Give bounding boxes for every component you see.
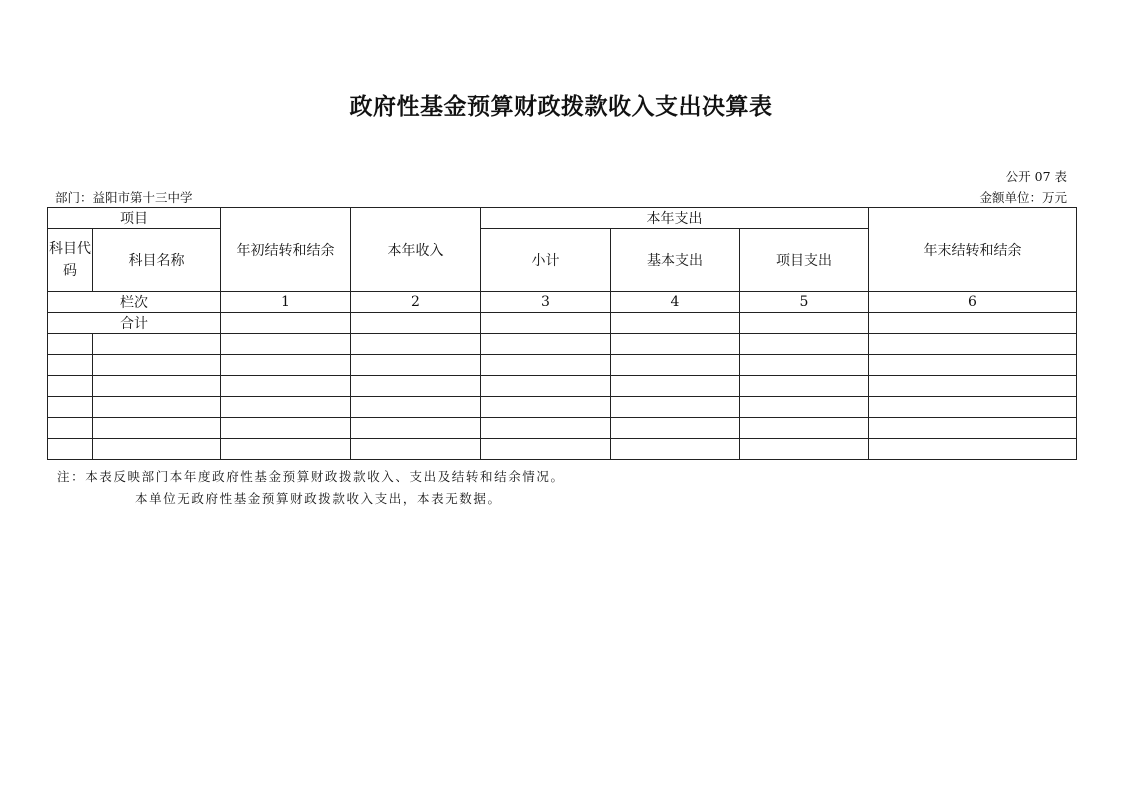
table-cell xyxy=(611,334,740,355)
table-cell xyxy=(221,376,351,397)
total-row xyxy=(48,313,1077,334)
table-cell xyxy=(869,313,1077,334)
table-cell xyxy=(93,334,221,355)
table-cell xyxy=(611,439,740,460)
table-cell xyxy=(869,418,1077,439)
table-cell xyxy=(869,334,1077,355)
table-cell xyxy=(481,355,611,376)
table-cell xyxy=(869,376,1077,397)
table-cell xyxy=(740,355,869,376)
column-number-3: 3 xyxy=(481,292,611,313)
header-current-expense: 本年支出 xyxy=(481,208,869,229)
header-row-1 xyxy=(48,208,1077,229)
table-cell xyxy=(93,397,221,418)
table-cell xyxy=(221,355,351,376)
table-cell xyxy=(740,397,869,418)
column-index-label: 栏次 xyxy=(48,292,221,313)
form-code: 公开 07 表 xyxy=(1005,169,1067,184)
page-title: 政府性基金预算财政拨款收入支出决算表 xyxy=(349,94,773,120)
table-cell xyxy=(740,439,869,460)
table-row xyxy=(48,334,1077,355)
header-subtotal: 小计 xyxy=(481,229,611,292)
table-cell xyxy=(611,418,740,439)
table-cell xyxy=(48,334,93,355)
table-cell xyxy=(481,418,611,439)
table-cell xyxy=(481,313,611,334)
column-number-5: 5 xyxy=(740,292,869,313)
table-cell xyxy=(611,355,740,376)
table-cell xyxy=(351,355,481,376)
table-cell xyxy=(93,355,221,376)
table-cell xyxy=(611,313,740,334)
table-cell xyxy=(740,418,869,439)
total-label: 合计 xyxy=(48,313,221,334)
table-cell xyxy=(48,376,93,397)
table-cell xyxy=(351,376,481,397)
column-number-4: 4 xyxy=(611,292,740,313)
table-cell xyxy=(481,439,611,460)
amount-unit-label: 金额单位：万元 xyxy=(979,190,1067,205)
table-row xyxy=(48,376,1077,397)
table-cell xyxy=(869,439,1077,460)
table-cell xyxy=(740,376,869,397)
note-line-2: 本单位无政府性基金预算财政拨款收入支出，本表无数据。 xyxy=(135,491,502,506)
table-cell xyxy=(351,313,481,334)
column-number-6: 6 xyxy=(869,292,1077,313)
header-project-expense: 项目支出 xyxy=(740,229,869,292)
column-number-1: 1 xyxy=(221,292,351,313)
table-row xyxy=(48,397,1077,418)
table-cell xyxy=(221,397,351,418)
table-cell xyxy=(481,376,611,397)
table-cell xyxy=(48,355,93,376)
header-item: 项目 xyxy=(48,208,221,229)
header-basic-expense: 基本支出 xyxy=(611,229,740,292)
column-number-2: 2 xyxy=(351,292,481,313)
header-subject-code: 科目代码 xyxy=(48,229,93,292)
table-cell xyxy=(611,397,740,418)
table-cell xyxy=(48,397,93,418)
table-cell xyxy=(221,439,351,460)
table-cell xyxy=(93,418,221,439)
table-row xyxy=(48,439,1077,460)
column-index-row xyxy=(48,292,1077,313)
header-current-income: 本年收入 xyxy=(351,208,481,292)
table-cell xyxy=(221,313,351,334)
table-row xyxy=(48,418,1077,439)
header-closing-balance: 年末结转和结余 xyxy=(869,208,1077,292)
table-cell xyxy=(351,334,481,355)
department-label: 部门：益阳市第十三中学 xyxy=(55,190,193,205)
table-cell xyxy=(221,334,351,355)
table-cell xyxy=(869,355,1077,376)
note-line-1: 注：本表反映部门本年度政府性基金预算财政拨款收入、支出及结转和结余情况。 xyxy=(57,469,565,484)
header-opening-balance: 年初结转和结余 xyxy=(221,208,351,292)
table-cell xyxy=(869,397,1077,418)
header-subject-name: 科目名称 xyxy=(93,229,221,292)
table-cell xyxy=(351,397,481,418)
table-cell xyxy=(740,334,869,355)
table-cell xyxy=(221,418,351,439)
table-cell xyxy=(740,313,869,334)
table-cell xyxy=(611,376,740,397)
table-cell xyxy=(351,439,481,460)
table-cell xyxy=(93,439,221,460)
table-row xyxy=(48,355,1077,376)
table-cell xyxy=(93,376,221,397)
table-cell xyxy=(351,418,481,439)
table-cell xyxy=(481,334,611,355)
table-cell xyxy=(48,439,93,460)
table-cell xyxy=(481,397,611,418)
budget-table xyxy=(47,207,1077,460)
table-cell xyxy=(48,418,93,439)
